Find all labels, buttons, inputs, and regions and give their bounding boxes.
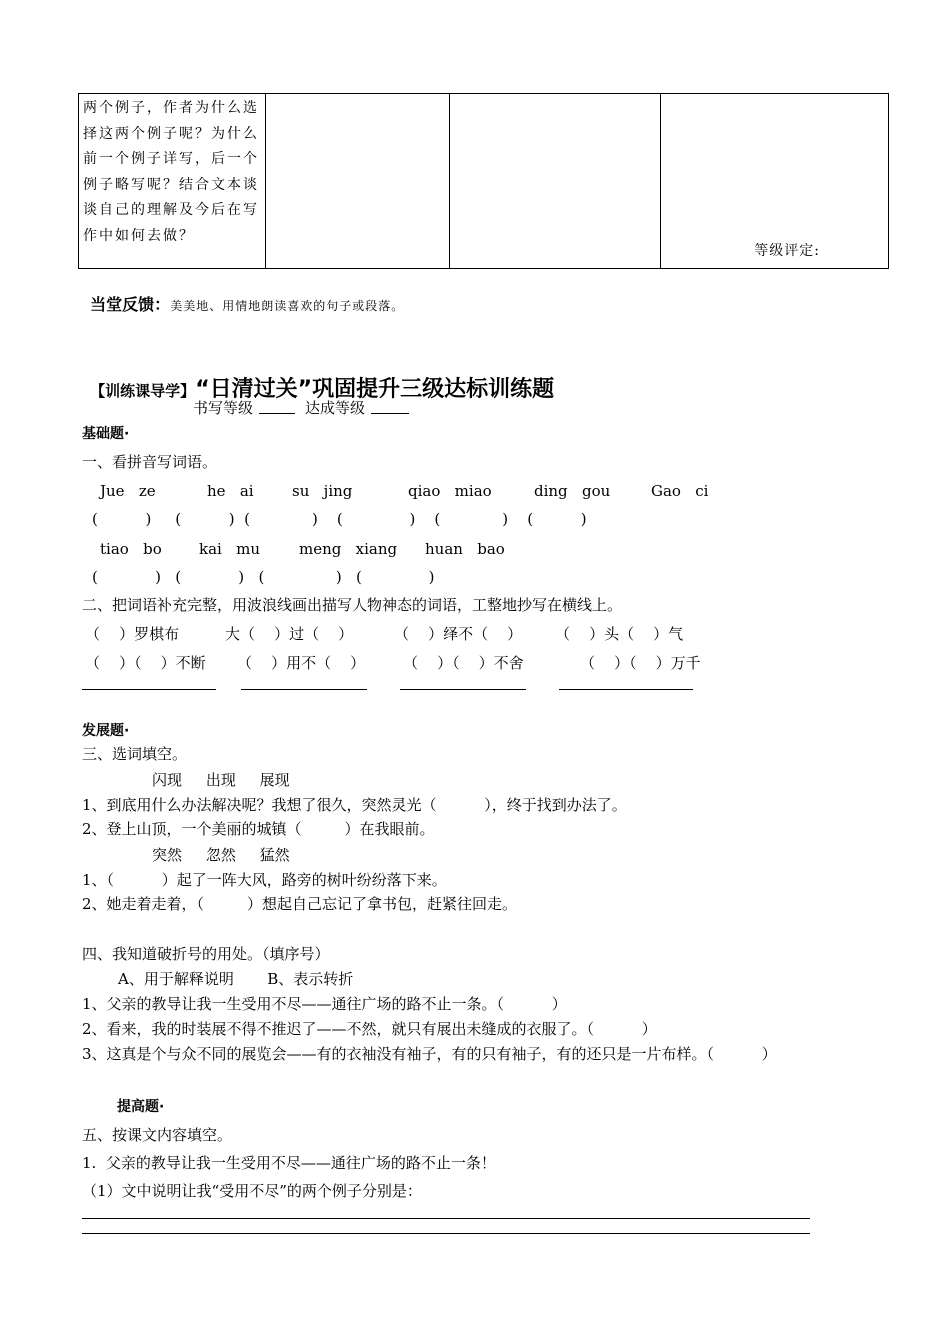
answer-line-1 [82, 1218, 810, 1219]
q5-title: 五、按课文内容填空。 [82, 1126, 233, 1144]
q3-sentence-1: 1、到底用什么办法解决呢？我想了很久，突然灵光（ ），终于找到办法了。 [82, 796, 627, 814]
question-cell [79, 94, 266, 269]
improve-heading: 提高题· [117, 1099, 165, 1115]
basic-heading: 基础题· [82, 426, 130, 442]
question-text: 两个例子，作者为什么选择这两个例子呢？为什么前一个例子详写，后一个例子略写呢？结合文本谈谈自己的理解及今后在写作中如何去做？ [83, 100, 259, 244]
pinyin-6: Gao ci [651, 482, 709, 500]
feedback-text: 美美地、用情地朗读喜欢的句子或段落。 [170, 299, 405, 313]
q5-item-1: 1. 父亲的教导让我一生受用不尽——通往广场的路不止一条！ [82, 1154, 496, 1172]
q5-item-1-sub: （1）文中说明让我“受用不尽”的两个例子分别是： [82, 1182, 422, 1200]
rating-cell [661, 94, 889, 269]
pinyin-5: ding gou [534, 482, 611, 500]
q3-sentence-3: 1、（ ）起了一阵大风，路旁的树叶纷纷落下来。 [82, 871, 447, 889]
title-main: “日清过关”巩固提升三级达标训练题 [195, 377, 555, 402]
achieve-grade-label: 达成等级 [305, 399, 366, 417]
copy-line-1 [82, 689, 216, 690]
copy-line-4 [559, 689, 693, 690]
pinyin-answer-row1: ( ) ( ) ( ) ( ) ( ) ( ) [92, 510, 587, 528]
answer-cell-2 [266, 94, 450, 269]
q3-words-2: 突然 忽然 猛然 [152, 846, 290, 864]
q2-item-3: （ ）绎不（ ） [394, 625, 523, 643]
q2-item-5: （ ）（ ）不断 [85, 654, 206, 672]
writing-grade-blank [259, 413, 295, 414]
q1-title: 一、看拼音写词语。 [82, 453, 218, 471]
q2-item-7: （ ）（ ）不舍 [403, 654, 524, 672]
answer-line-2 [82, 1233, 810, 1234]
feedback-label: 当堂反馈： [90, 295, 171, 314]
q4-item-3: 3、这真是个与众不同的展览会——有的衣袖没有袖子，有的只有袖子，有的还只是一片布样。（ ） [82, 1045, 777, 1063]
feedback-line [80, 273, 404, 315]
q2-title: 二、把词语补充完整，用波浪线画出描写人物神态的词语，工整地抄写在横线上。 [82, 596, 623, 614]
pinyin-answer-row2: ( ) ( ) ( ) ( ) [92, 568, 435, 586]
answer-cell-3 [450, 94, 661, 269]
q4-options: A、用于解释说明 B、表示转折 [118, 970, 354, 988]
q2-item-8: （ ）（ ）万千 [580, 654, 701, 672]
title-prefix: 【训练课导学】 [90, 382, 196, 400]
q4-title: 四、我知道破折号的用处。（填序号） [82, 945, 330, 963]
pinyin-8: kai mu [199, 540, 261, 558]
answer-table [78, 93, 889, 269]
rating-label: 等级评定: [754, 243, 820, 259]
q2-item-1: （ ）罗棋布 [85, 625, 180, 643]
q4-item-1: 1、父亲的教导让我一生受用不尽——通往广场的路不止一条。（ ） [82, 995, 567, 1013]
page-title [80, 353, 554, 403]
q3-title: 三、选词填空。 [82, 745, 188, 763]
q2-item-6: （ ）用不（ ） [237, 654, 366, 672]
q3-sentence-2: 2、登上山顶，一个美丽的城镇（ ）在我眼前。 [82, 820, 435, 838]
pinyin-9: meng xiang [299, 540, 398, 558]
pinyin-3: su jing [292, 482, 353, 500]
q4-item-2: 2、看来，我的时装展不得不推迟了——不然，就只有展出未缝成的衣服了。（ ） [82, 1020, 657, 1038]
pinyin-1: Jue ze [100, 482, 156, 500]
q3-sentence-4: 2、她走着走着，（ ）想起自己忘记了拿书包，赶紧往回走。 [82, 895, 517, 913]
achieve-grade-blank [371, 413, 409, 414]
writing-grade-label: 书写等级 [193, 399, 254, 417]
q2-item-4: （ ）头（ ）气 [555, 625, 684, 643]
copy-line-2 [241, 689, 367, 690]
q2-item-2: 大（ ）过（ ） [225, 625, 354, 643]
q3-words-1: 闪现 出现 展现 [152, 771, 290, 789]
copy-line-3 [400, 689, 526, 690]
develop-heading: 发展题· [82, 723, 130, 739]
pinyin-10: huan bao [425, 540, 505, 558]
pinyin-2: he ai [207, 482, 254, 500]
pinyin-4: qiao miao [408, 482, 492, 500]
pinyin-7: tiao bo [100, 540, 162, 558]
